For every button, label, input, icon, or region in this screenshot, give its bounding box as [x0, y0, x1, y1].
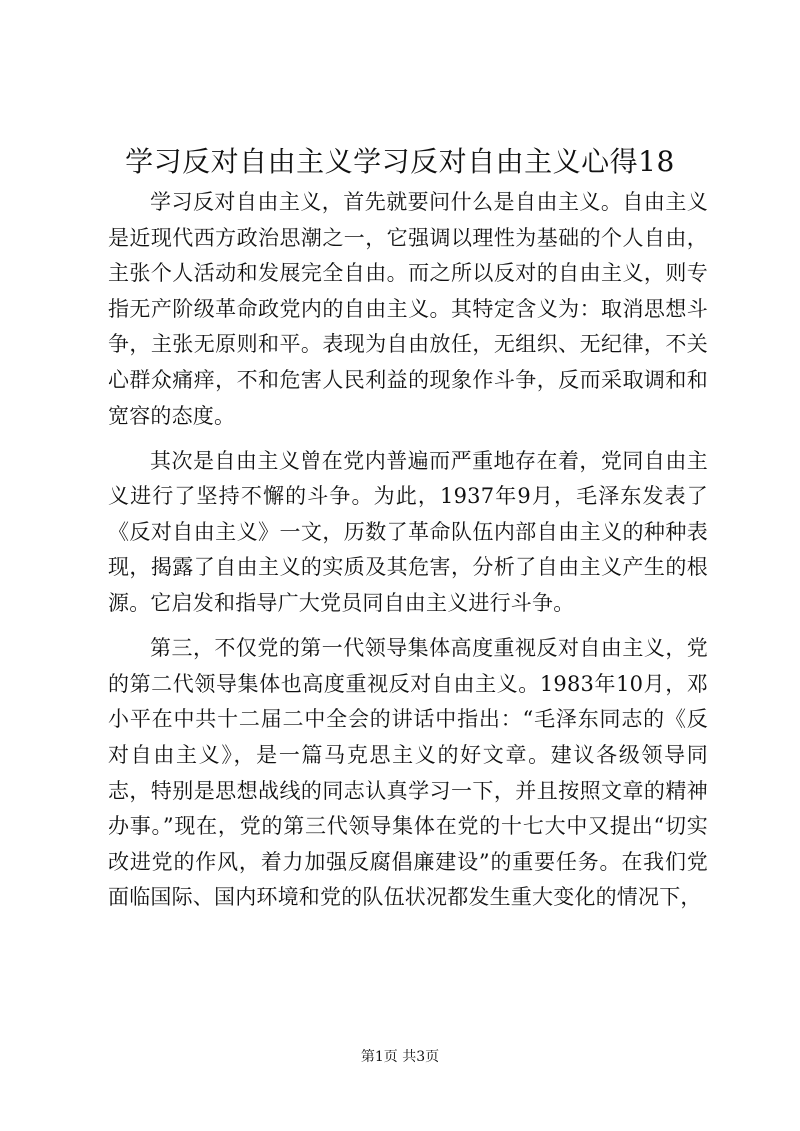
document-body: [108, 185, 708, 916]
page-footer: 第1页 共3页: [360, 1049, 440, 1065]
paragraph-3: 第三，不仅党的第一代领导集体高度重视反对自由主义，党的第二代领导集体也高度重视反对自由主义。1983年10月，邓小平在中共十二届二中全会的讲话中指出：“毛泽东同志的《反对自由主义》，是一篇马克思主义的好文章。建议各级领导同志，特别是思想战线的同志认真学习一下，并且按照文章的精神办事。”现在，党的第三代领导集体在党的十七大中又提出“切实改进党的作风，着力加强反腐倡廉建设”的重要任务。在我们党面临国际、国内环境和党的队伍状况都发生重大变化的情况下，: [108, 636, 708, 910]
paragraph-2: 其次是自由主义曾在党内普遍而严重地存在着，党同自由主义进行了坚持不懈的斗争。为此，1937年9月，毛泽东发表了《反对自由主义》一文，历数了革命队伍内部自由主义的种种表现，揭露了自由主义的实质及其危害，分析了自由主义产生的根源。它启发和指导广大党员同自由主义进行斗争。: [108, 448, 708, 616]
document-title: 学习反对自由主义学习反对自由主义心得18: [125, 145, 675, 178]
paragraph-1: 学习反对自由主义，首先就要问什么是自由主义。自由主义是近现代西方政治思潮之一，它强调以理性为基础的个人自由，主张个人活动和发展完全自由。而之所以反对的自由主义，则专指无产阶级革命政党内的自由主义。其特定含义为：取消思想斗争，主张无原则和平。表现为自由放任，无组织、无纪律，不关心群众痛痒，不和危害人民利益的现象作斗争，反而采取调和和宽容的态度。: [108, 190, 708, 428]
